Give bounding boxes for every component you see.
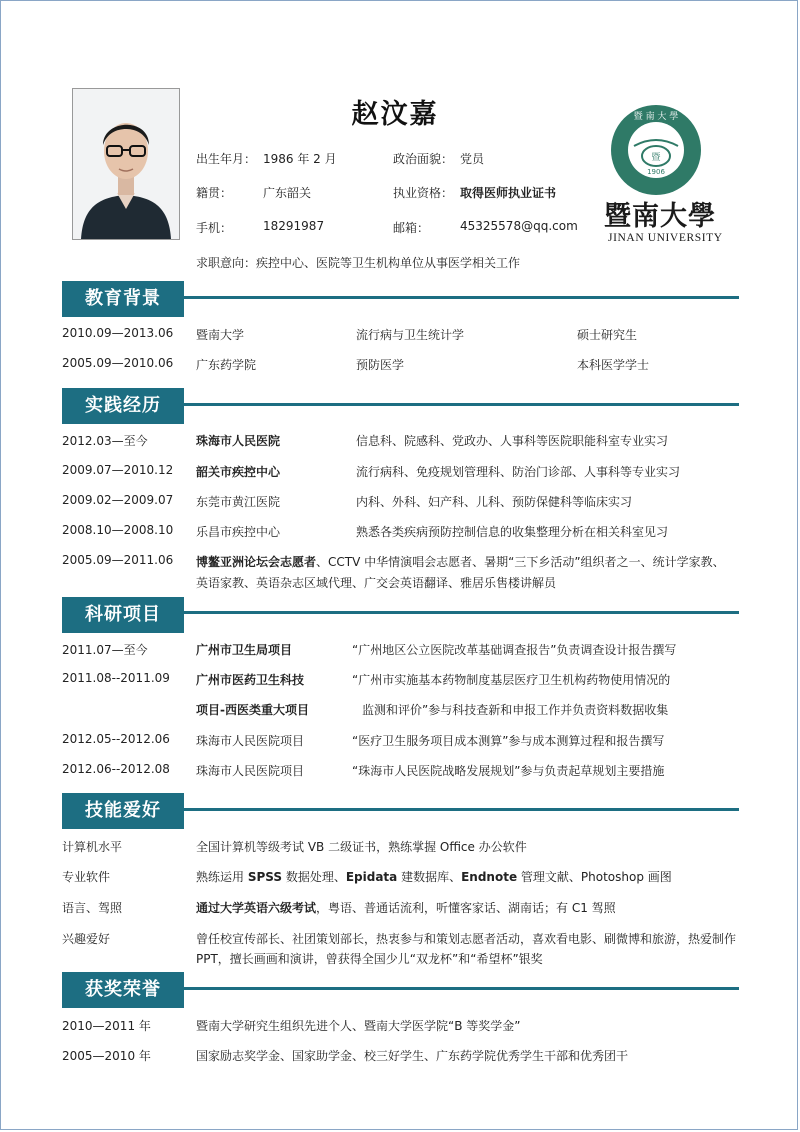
section-divider (184, 808, 739, 811)
award-date: 2005—2010 年 (62, 1049, 151, 1063)
practice-org: 韶关市疾控中心 (196, 465, 281, 479)
edu-major: 流行病与卫生统计学 (356, 328, 465, 342)
edu-school: 广东药学院 (196, 358, 257, 372)
politics-label: 政治面貌： (393, 152, 454, 166)
research-desc: “广州市实施基本药物制度基层医疗卫生机构药物使用情况的 (352, 673, 671, 687)
skill-text: 管理文献、Photoshop 画图 (517, 870, 672, 884)
section-divider (184, 296, 739, 299)
research-org: 珠海市人民医院项目 (196, 764, 305, 778)
birth-value: 1986 年 2 月 (263, 152, 337, 166)
skill-highlight: Endnote (461, 870, 518, 884)
politics-value: 党员 (460, 152, 485, 166)
research-date: 2012.05--2012.06 (62, 732, 170, 746)
practice-desc: 内科、外科、妇产科、儿科、预防保健科等临床实习 (356, 495, 633, 509)
section-divider (184, 403, 739, 406)
edu-degree: 硕士研究生 (577, 328, 638, 342)
practice-org: 珠海市人民医院 (196, 434, 281, 448)
volunteer-text-continued: 英语家教、英语杂志区域代理、广交会英语翻译、雅居乐售楼讲解员 (196, 576, 557, 590)
university-logo (606, 104, 732, 252)
section-title-education: 教育背景 (62, 281, 184, 317)
phone-value: 18291987 (263, 219, 325, 233)
skill-label: 专业软件 (62, 870, 111, 884)
skill-value-continued: PPT，擅长画画和演讲，曾获得全国少儿“双龙杯”和“希望杯”银奖 (196, 952, 543, 966)
section-divider (184, 987, 739, 990)
research-date: 2011.07—至今 (62, 643, 148, 657)
phone-label: 手机： (196, 221, 233, 235)
section-title-awards: 获奖荣誉 (62, 972, 184, 1008)
native-value: 广东韶关 (263, 186, 312, 200)
research-org: 珠海市人民医院项目 (196, 734, 305, 748)
skill-text: 建数据库、 (397, 870, 462, 884)
edu-school: 暨南大学 (196, 328, 245, 342)
objective-line (196, 254, 520, 271)
email-value: 45325578@qq.com (460, 219, 578, 233)
practice-date: 2009.02—2009.07 (62, 493, 174, 507)
volunteer-highlight: 博鳌亚洲论坛会志愿者 (196, 555, 317, 569)
research-org: 项目-西医类重大项目 (196, 703, 309, 717)
skill-text: 熟练运用 (196, 870, 248, 884)
skill-value (196, 899, 616, 916)
research-desc: “珠海市人民医院战略发展规划”参与负责起草规划主要措施 (352, 764, 665, 778)
svg-text:暨 南 大 學: 暨 南 大 學 (633, 112, 679, 122)
section-title-skills: 技能爱好 (62, 793, 184, 829)
skill-value: 全国计算机等级考试 VB 二级证书，熟练掌握 Office 办公软件 (196, 840, 527, 854)
research-date: 2011.08--2011.09 (62, 671, 170, 685)
skill-highlight: SPSS (247, 870, 283, 884)
edu-date: 2005.09—2010.06 (62, 356, 174, 370)
research-org: 广州市医药卫生科技 (196, 673, 305, 687)
skill-text: ，粤语、普通话流利，听懂客家话、湖南话；有 C1 驾照 (316, 901, 616, 915)
practice-date: 2009.07—2010.12 (62, 463, 174, 477)
section-divider (184, 611, 739, 614)
skill-label: 计算机水平 (62, 840, 123, 854)
award-date: 2010—2011 年 (62, 1019, 151, 1033)
edu-date: 2010.09—2013.06 (62, 326, 174, 340)
edu-degree: 本科医学学士 (577, 358, 650, 372)
skill-highlight: Epidata (345, 870, 398, 884)
practice-org: 乐昌市疾控中心 (196, 525, 281, 539)
skill-text: 数据处理、 (282, 870, 346, 884)
objective-label: 求职意向： (196, 256, 257, 270)
section-title-research: 科研项目 (62, 597, 184, 633)
research-date: 2012.06--2012.08 (62, 762, 170, 776)
skill-label: 兴趣爱好 (62, 932, 111, 946)
skill-label: 语言、驾照 (62, 901, 123, 915)
practice-date: 2008.10—2008.10 (62, 523, 174, 537)
svg-text:1906: 1906 (647, 168, 665, 176)
volunteer-text: 、CCTV 中华情演唱会志愿者、暑期“三下乡活动”组织者之一、统计学家教、 (316, 555, 725, 569)
practice-desc: 熟悉各类疾病预防控制信息的收集整理分析在相关科室见习 (356, 525, 669, 539)
skill-value (196, 868, 672, 885)
skill-value: 曾任校宣传部长、社团策划部长，热衷参与和策划志愿者活动，喜欢看电影、刷微博和旅游，热爱制作 (196, 932, 737, 946)
skill-highlight: 通过大学英语六级考试 (196, 901, 317, 915)
profile-photo (72, 88, 180, 240)
volunteer-line (196, 553, 725, 570)
practice-date: 2012.03—至今 (62, 434, 148, 448)
award-desc: 暨南大学研究生组织先进个人、暨南大学医学院“B 等奖学金” (196, 1019, 521, 1033)
edu-major: 预防医学 (356, 358, 405, 372)
research-desc: 监测和评价”参与科技查新和申报工作并负责资料数据收集 (362, 703, 669, 717)
practice-date: 2005.09—2011.06 (62, 553, 174, 567)
objective-value: 疾控中心、医院等卫生机构单位从事医学相关工作 (256, 256, 521, 270)
practice-org: 东莞市黄江医院 (196, 495, 281, 509)
birth-label: 出生年月： (196, 152, 257, 166)
section-title-practice: 实践经历 (62, 388, 184, 424)
research-desc: “医疗卫生服务项目成本测算”参与成本测算过程和报告撰写 (352, 734, 665, 748)
logo-chinese-name: 暨南大學 (604, 201, 716, 232)
candidate-name: 赵汶嘉 (351, 99, 439, 130)
svg-text:暨: 暨 (651, 153, 661, 163)
license-value: 取得医师执业证书 (460, 186, 557, 200)
practice-desc: 流行病科、免疫规划管理科、防治门诊部、人事科等专业实习 (356, 465, 681, 479)
logo-english-name: JINAN UNIVERSITY (608, 232, 723, 244)
practice-desc: 信息科、院感科、党政办、人事科等医院职能科室专业实习 (356, 434, 669, 448)
research-org: 广州市卫生局项目 (196, 643, 293, 657)
license-label: 执业资格： (393, 186, 454, 200)
research-desc: “广州地区公立医院改革基础调查报告”负责调查设计报告撰写 (352, 643, 677, 657)
native-label: 籍贯： (196, 186, 233, 200)
award-desc: 国家励志奖学金、国家助学金、校三好学生、广东药学院优秀学生干部和优秀团干 (196, 1049, 629, 1063)
email-label: 邮箱： (393, 221, 430, 235)
